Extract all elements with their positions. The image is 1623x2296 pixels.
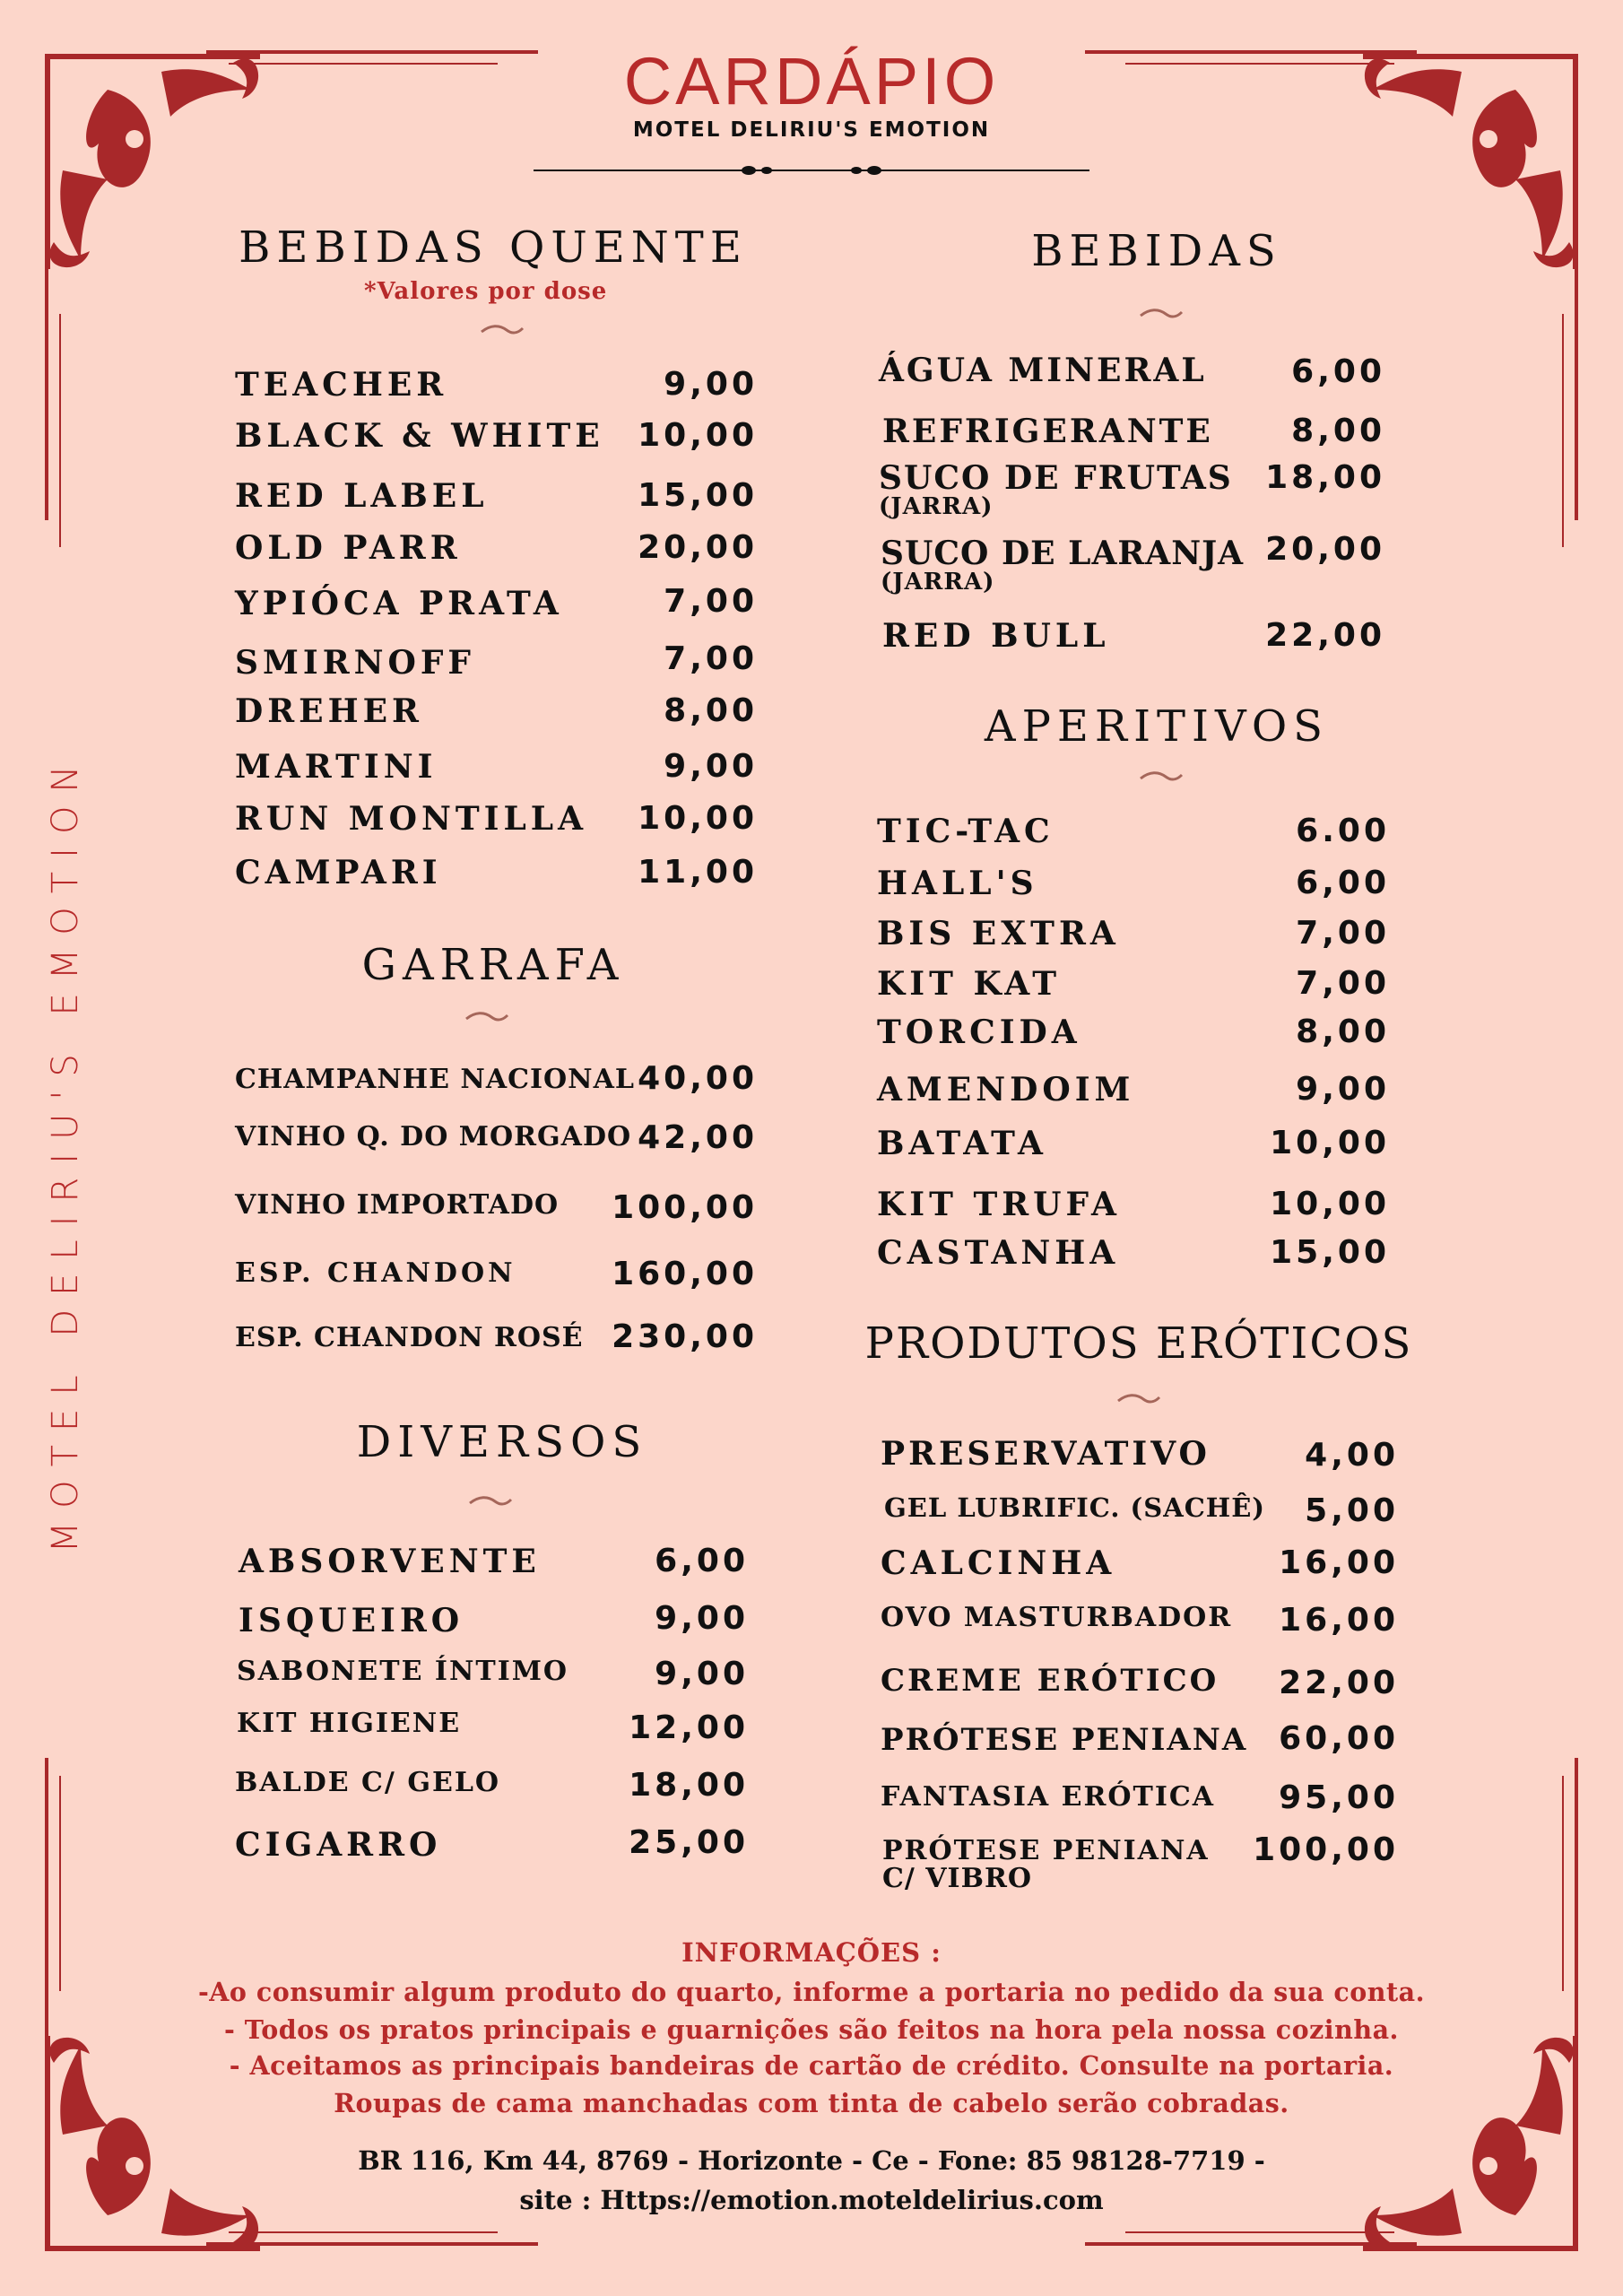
section-title: BEBIDAS	[1031, 226, 1282, 276]
swash-ornament	[464, 1010, 509, 1024]
section-title: GARRAFA	[361, 940, 625, 990]
section-title: APERITIVOS	[984, 701, 1330, 752]
footer-site: site : Https://emotion.moteldelirius.com	[519, 2185, 1104, 2215]
section-title: DIVERSOS	[356, 1417, 648, 1467]
footer-address: BR 116, Km 44, 8769 - Horizonte - Ce - Fone: 85 98128-7719 -	[358, 2145, 1265, 2176]
page-title: CARDÁPIO	[623, 44, 1000, 118]
swash-ornament	[1139, 770, 1184, 784]
section-title: BEBIDAS QUENTE	[239, 222, 748, 273]
header-divider	[534, 161, 1089, 179]
info-line: Roupas de cama manchadas com tinta de cabelo serão cobradas.	[334, 2088, 1289, 2118]
page-subtitle: MOTEL DELIRIU'S EMOTION	[632, 118, 991, 142]
info-line: - Aceitamos as principais bandeiras de cartão de crédito. Consulte na portaria.	[229, 2050, 1394, 2081]
info-line: - Todos os pratos principais e guarnições são feitos na hora pela nossa cozinha.	[224, 2014, 1399, 2045]
swash-ornament	[480, 323, 525, 337]
section-note: *Valores por dose	[364, 278, 608, 305]
section-title: PRODUTOS ERÓTICOS	[864, 1318, 1413, 1369]
info-line: -Ao consumir algum produto do quarto, informe a portaria no pedido da sua conta.	[197, 1977, 1426, 2007]
swash-ornament	[1116, 1392, 1161, 1406]
side-vertical-text: MOTEL DELIRIU'S EMOTION	[45, 752, 86, 1553]
info-title: INFORMAÇÕES :	[681, 1937, 942, 1968]
swash-ornament	[468, 1494, 513, 1509]
swash-ornament	[1139, 307, 1184, 321]
